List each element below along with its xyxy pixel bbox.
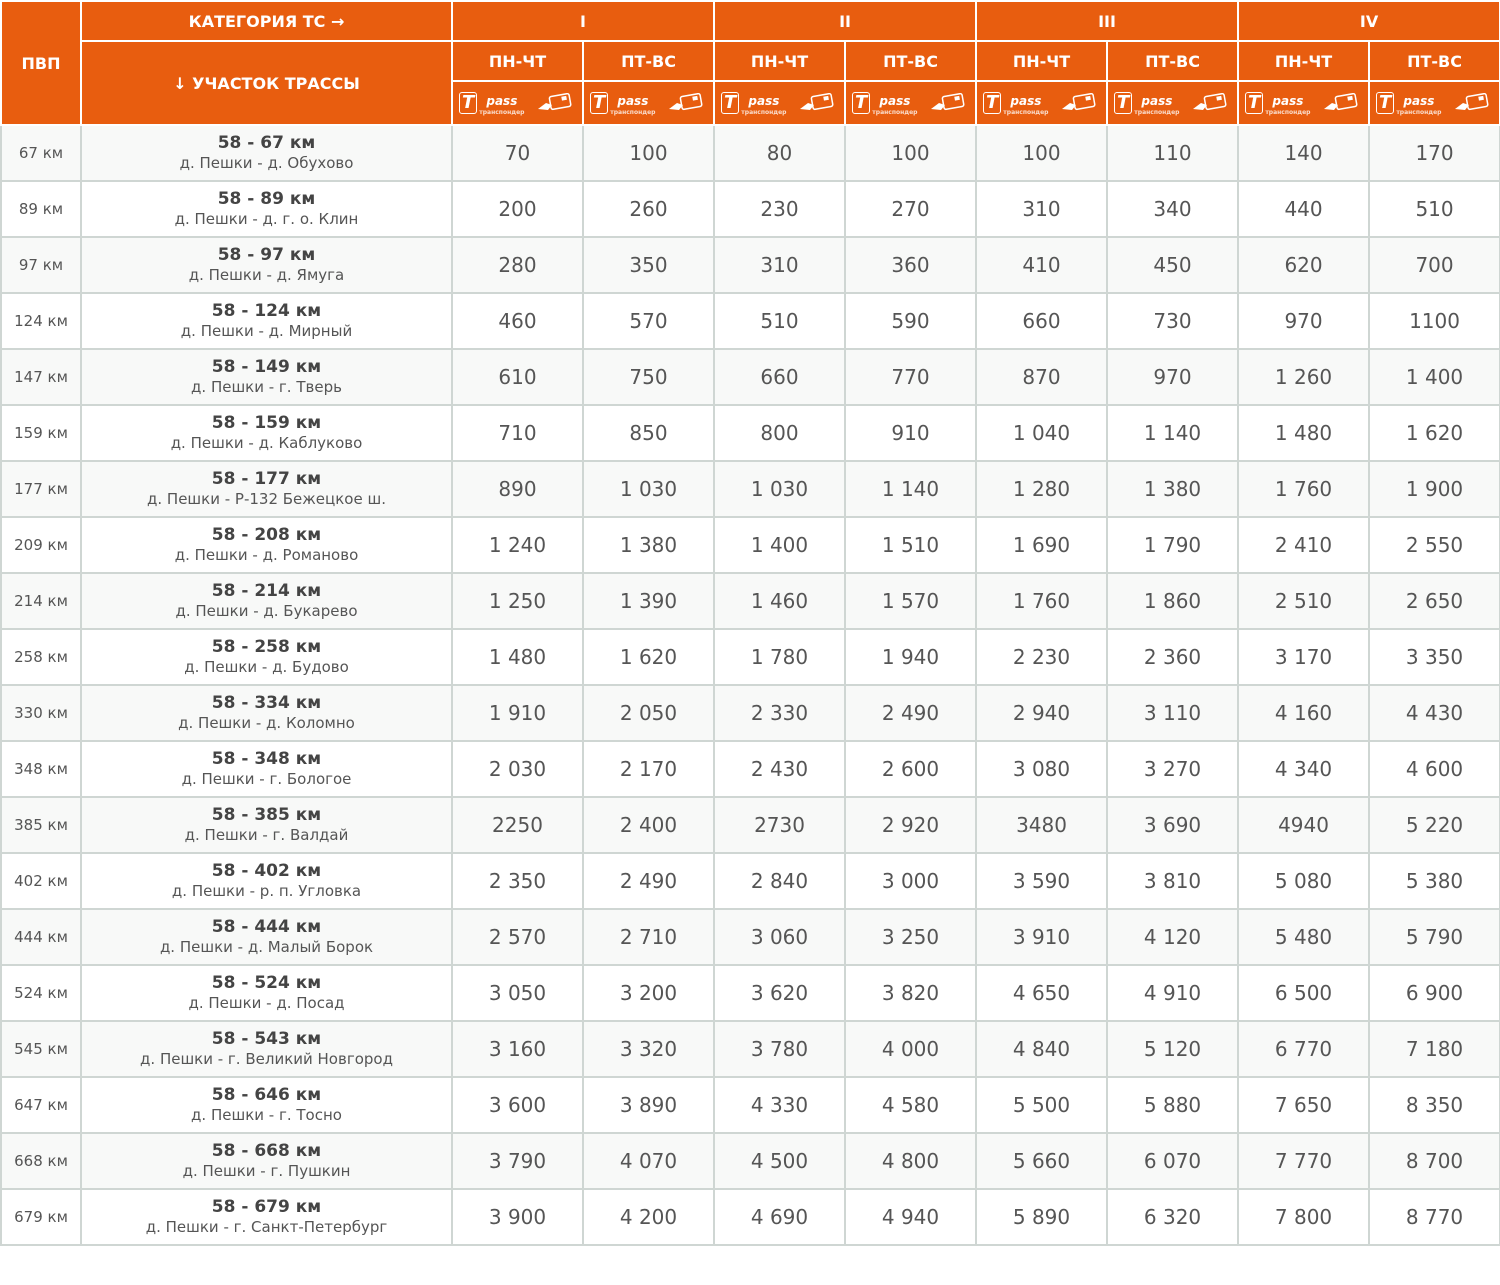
segment-cell (81, 461, 452, 517)
table-row (1, 517, 1500, 573)
price-cell: 5 890 (976, 1189, 1107, 1245)
price-cell: 1 900 (1369, 461, 1500, 517)
payment-icons-cell (1107, 81, 1238, 125)
price-cell: 200 (452, 181, 583, 237)
segment-range: 58 - 97 км (217, 245, 316, 266)
price-cell: 2 410 (1238, 517, 1369, 573)
price-cell: 3480 (976, 797, 1107, 853)
price-cell: 890 (452, 461, 583, 517)
table-row (1, 237, 1500, 293)
pvp-cell: 159 км (1, 405, 81, 461)
price-cell: 140 (1238, 125, 1369, 181)
segment-range: 58 - 124 км (211, 301, 322, 322)
pvp-cell: 348 км (1, 741, 81, 797)
price-cell: 8 350 (1369, 1077, 1500, 1133)
table-row (1, 349, 1500, 405)
segment-range: 58 - 444 км (211, 917, 322, 938)
segment-cell (81, 349, 452, 405)
price-cell: 270 (845, 181, 976, 237)
segment-route: д. Пешки - д. г. о. Клин (174, 210, 359, 229)
price-cell: 1 460 (714, 573, 845, 629)
price-cell: 2 170 (583, 741, 714, 797)
table-row (1, 181, 1500, 237)
price-cell: 4 910 (1107, 965, 1238, 1021)
segment-route: д. Пешки - д. Мирный (180, 322, 353, 341)
price-cell: 1 480 (452, 629, 583, 685)
price-cell: 450 (1107, 237, 1238, 293)
pvp-cell: 124 км (1, 293, 81, 349)
price-cell: 1 240 (452, 517, 583, 573)
price-cell: 510 (1369, 181, 1500, 237)
price-cell: 4 800 (845, 1133, 976, 1189)
segment-route: д. Пешки - г. Валдай (184, 826, 349, 845)
pvp-cell: 668 км (1, 1133, 81, 1189)
segment-route: д. Пешки - г. Бологое (181, 770, 352, 789)
table-row (1, 797, 1500, 853)
price-cell: 2730 (714, 797, 845, 853)
segment-cell (81, 517, 452, 573)
card-payment-icon (798, 93, 834, 113)
segment-route: д. Пешки - г. Санкт-Петербург (145, 1218, 388, 1237)
price-cell: 730 (1107, 293, 1238, 349)
card-payment-icon (929, 93, 965, 113)
price-cell: 7 180 (1369, 1021, 1500, 1077)
segment-cell (81, 573, 452, 629)
payment-icons-cell (976, 81, 1107, 125)
price-cell: 1 380 (583, 517, 714, 573)
price-cell: 510 (714, 293, 845, 349)
table-row (1, 1189, 1500, 1245)
price-cell: 3 000 (845, 853, 976, 909)
segment-cell (81, 685, 452, 741)
days-header: ПН-ЧТ (1238, 41, 1369, 81)
days-header: ПТ-ВС (1369, 41, 1500, 81)
transponder-pass-icon: T pass транспондер (1245, 90, 1310, 116)
payment-icons-cell (1369, 81, 1500, 125)
price-cell: 4 340 (1238, 741, 1369, 797)
days-header: ПТ-ВС (583, 41, 714, 81)
price-cell: 3 620 (714, 965, 845, 1021)
price-cell: 2 920 (845, 797, 976, 853)
card-payment-icon (1060, 93, 1096, 113)
price-cell: 1 510 (845, 517, 976, 573)
price-cell: 1 940 (845, 629, 976, 685)
segment-route: д. Пешки - р. п. Угловка (171, 882, 362, 901)
price-cell: 5 220 (1369, 797, 1500, 853)
table-row (1, 1077, 1500, 1133)
price-cell: 5 500 (976, 1077, 1107, 1133)
price-cell: 3 780 (714, 1021, 845, 1077)
segment-cell (81, 797, 452, 853)
price-cell: 7 650 (1238, 1077, 1369, 1133)
price-cell: 660 (976, 293, 1107, 349)
price-cell: 2 360 (1107, 629, 1238, 685)
segment-route: д. Пешки - д. Каблуково (170, 434, 363, 453)
days-header: ПН-ЧТ (452, 41, 583, 81)
payment-icons-cell (714, 81, 845, 125)
price-cell: 2 510 (1238, 573, 1369, 629)
price-cell: 570 (583, 293, 714, 349)
segment-header: ↓ УЧАСТОК ТРАССЫ (81, 41, 452, 125)
price-cell: 3 810 (1107, 853, 1238, 909)
price-cell: 1 250 (452, 573, 583, 629)
price-cell: 2 650 (1369, 573, 1500, 629)
price-cell: 280 (452, 237, 583, 293)
segment-range: 58 - 67 км (217, 133, 316, 154)
card-payment-icon (1191, 93, 1227, 113)
price-cell: 170 (1369, 125, 1500, 181)
payment-icons-cell (1238, 81, 1369, 125)
segment-cell (81, 741, 452, 797)
pvp-cell: 444 км (1, 909, 81, 965)
segment-range: 58 - 385 км (211, 805, 322, 826)
segment-cell (81, 181, 452, 237)
segment-range: 58 - 646 км (211, 1085, 322, 1106)
price-cell: 5 790 (1369, 909, 1500, 965)
segment-range: 58 - 159 км (211, 413, 322, 434)
price-cell: 2 840 (714, 853, 845, 909)
price-cell: 4 430 (1369, 685, 1500, 741)
price-cell: 3 590 (976, 853, 1107, 909)
price-cell: 1 140 (845, 461, 976, 517)
pvp-header: ПВП (1, 1, 81, 125)
price-cell: 3 050 (452, 965, 583, 1021)
price-cell: 1 400 (1369, 349, 1500, 405)
segment-cell (81, 853, 452, 909)
price-cell: 2 550 (1369, 517, 1500, 573)
pvp-cell: 214 км (1, 573, 81, 629)
segment-cell (81, 909, 452, 965)
segment-range: 58 - 679 км (211, 1197, 322, 1218)
segment-range: 58 - 208 км (211, 525, 322, 546)
price-cell: 4 500 (714, 1133, 845, 1189)
price-cell: 4940 (1238, 797, 1369, 853)
segment-cell (81, 1133, 452, 1189)
segment-cell (81, 125, 452, 181)
price-cell: 4 330 (714, 1077, 845, 1133)
price-cell: 4 580 (845, 1077, 976, 1133)
category-ii-header: II (714, 1, 976, 41)
price-cell: 1 040 (976, 405, 1107, 461)
price-cell: 110 (1107, 125, 1238, 181)
price-cell: 2 710 (583, 909, 714, 965)
price-cell: 3 060 (714, 909, 845, 965)
segment-cell (81, 237, 452, 293)
price-cell: 1 030 (583, 461, 714, 517)
segment-cell (81, 293, 452, 349)
price-cell: 3 820 (845, 965, 976, 1021)
payment-icons-cell (452, 81, 583, 125)
price-cell: 360 (845, 237, 976, 293)
price-cell: 2 030 (452, 741, 583, 797)
price-cell: 410 (976, 237, 1107, 293)
price-cell: 2 400 (583, 797, 714, 853)
price-cell: 1 390 (583, 573, 714, 629)
price-cell: 6 320 (1107, 1189, 1238, 1245)
price-cell: 970 (1107, 349, 1238, 405)
segment-route: д. Пешки - г. Пушкин (182, 1162, 351, 1181)
segment-range: 58 - 89 км (217, 189, 316, 210)
price-cell: 1 760 (976, 573, 1107, 629)
price-cell: 750 (583, 349, 714, 405)
price-cell: 1 030 (714, 461, 845, 517)
price-cell: 1 760 (1238, 461, 1369, 517)
price-cell: 3 890 (583, 1077, 714, 1133)
table-row (1, 741, 1500, 797)
price-cell: 4 200 (583, 1189, 714, 1245)
price-cell: 1 140 (1107, 405, 1238, 461)
price-cell: 1 860 (1107, 573, 1238, 629)
price-cell: 1 780 (714, 629, 845, 685)
price-cell: 3 250 (845, 909, 976, 965)
price-cell: 1100 (1369, 293, 1500, 349)
price-cell: 5 120 (1107, 1021, 1238, 1077)
segment-range: 58 - 524 км (211, 973, 322, 994)
price-cell: 4 650 (976, 965, 1107, 1021)
price-cell: 2 330 (714, 685, 845, 741)
price-cell: 3 170 (1238, 629, 1369, 685)
price-cell: 2 570 (452, 909, 583, 965)
price-cell: 100 (583, 125, 714, 181)
price-cell: 3 270 (1107, 741, 1238, 797)
price-cell: 80 (714, 125, 845, 181)
price-cell: 2 350 (452, 853, 583, 909)
price-cell: 3 320 (583, 1021, 714, 1077)
price-cell: 3 900 (452, 1189, 583, 1245)
price-cell: 3 160 (452, 1021, 583, 1077)
table-row (1, 629, 1500, 685)
price-cell: 70 (452, 125, 583, 181)
pvp-cell: 177 км (1, 461, 81, 517)
price-cell: 700 (1369, 237, 1500, 293)
segment-cell (81, 405, 452, 461)
category-iii-header: III (976, 1, 1238, 41)
segment-range: 58 - 258 км (211, 637, 322, 658)
days-header: ПН-ЧТ (976, 41, 1107, 81)
price-cell: 440 (1238, 181, 1369, 237)
price-cell: 260 (583, 181, 714, 237)
price-cell: 310 (714, 237, 845, 293)
price-cell: 2 940 (976, 685, 1107, 741)
days-header: ПН-ЧТ (714, 41, 845, 81)
price-cell: 310 (976, 181, 1107, 237)
segment-route: д. Пешки - г. Тосно (191, 1106, 342, 1125)
payment-icons-cell (845, 81, 976, 125)
price-cell: 8 770 (1369, 1189, 1500, 1245)
transponder-pass-icon: T pass транспондер (983, 90, 1048, 116)
transponder-pass-icon: T pass транспондер (590, 90, 655, 116)
price-cell: 4 070 (583, 1133, 714, 1189)
segment-range: 58 - 177 км (211, 469, 322, 490)
price-cell: 3 600 (452, 1077, 583, 1133)
pvp-cell: 647 км (1, 1077, 81, 1133)
price-cell: 4 940 (845, 1189, 976, 1245)
segment-route: д. Пешки - д. Обухово (179, 154, 354, 173)
price-cell: 3 690 (1107, 797, 1238, 853)
price-cell: 4 000 (845, 1021, 976, 1077)
price-cell: 5 380 (1369, 853, 1500, 909)
table-row (1, 293, 1500, 349)
pvp-cell: 258 км (1, 629, 81, 685)
price-cell: 1 380 (1107, 461, 1238, 517)
price-cell: 1 910 (452, 685, 583, 741)
pvp-cell: 209 км (1, 517, 81, 573)
price-cell: 4 690 (714, 1189, 845, 1245)
category-header: КАТЕГОРИЯ ТС → (81, 1, 452, 41)
table-row (1, 965, 1500, 1021)
table-row (1, 461, 1500, 517)
price-cell: 4 600 (1369, 741, 1500, 797)
pvp-cell: 524 км (1, 965, 81, 1021)
price-cell: 910 (845, 405, 976, 461)
pvp-cell: 545 км (1, 1021, 81, 1077)
price-cell: 5 480 (1238, 909, 1369, 965)
segment-cell (81, 965, 452, 1021)
segment-cell (81, 1077, 452, 1133)
transponder-pass-icon: T pass транспондер (1376, 90, 1441, 116)
segment-range: 58 - 668 км (211, 1141, 322, 1162)
segment-range: 58 - 348 км (211, 749, 322, 770)
price-cell: 590 (845, 293, 976, 349)
segment-range: 58 - 543 км (211, 1029, 322, 1050)
price-cell: 620 (1238, 237, 1369, 293)
price-cell: 2250 (452, 797, 583, 853)
price-cell: 340 (1107, 181, 1238, 237)
price-cell: 100 (845, 125, 976, 181)
price-cell: 1 690 (976, 517, 1107, 573)
segment-route: д. Пешки - д. Будово (184, 658, 349, 677)
price-cell: 4 840 (976, 1021, 1107, 1077)
segment-cell (81, 1021, 452, 1077)
pvp-cell: 67 км (1, 125, 81, 181)
price-cell: 6 770 (1238, 1021, 1369, 1077)
pvp-cell: 385 км (1, 797, 81, 853)
price-cell: 2 600 (845, 741, 976, 797)
price-cell: 4 160 (1238, 685, 1369, 741)
price-cell: 5 660 (976, 1133, 1107, 1189)
price-cell: 1 280 (976, 461, 1107, 517)
pvp-cell: 89 км (1, 181, 81, 237)
segment-route: д. Пешки - д. Посад (188, 994, 345, 1013)
price-cell: 850 (583, 405, 714, 461)
price-cell: 1 620 (1369, 405, 1500, 461)
price-cell: 660 (714, 349, 845, 405)
price-cell: 2 230 (976, 629, 1107, 685)
segment-range: 58 - 402 км (211, 861, 322, 882)
price-cell: 610 (452, 349, 583, 405)
segment-route: д. Пешки - д. Малый Борок (159, 938, 374, 957)
days-header: ПТ-ВС (845, 41, 976, 81)
card-payment-icon (536, 93, 572, 113)
segment-cell (81, 1189, 452, 1245)
price-cell: 5 880 (1107, 1077, 1238, 1133)
price-cell: 1 790 (1107, 517, 1238, 573)
segment-route: д. Пешки - Р-132 Бежецкое ш. (147, 490, 386, 509)
table-row (1, 573, 1500, 629)
price-cell: 460 (452, 293, 583, 349)
pvp-cell: 679 км (1, 1189, 81, 1245)
price-cell: 7 800 (1238, 1189, 1369, 1245)
pvp-cell: 97 км (1, 237, 81, 293)
segment-route: д. Пешки - д. Ямуга (188, 266, 345, 285)
table-row (1, 853, 1500, 909)
transponder-pass-icon: T pass транспондер (1114, 90, 1179, 116)
price-cell: 100 (976, 125, 1107, 181)
segment-route: д. Пешки - д. Букарево (175, 602, 358, 621)
card-payment-icon (667, 93, 703, 113)
price-cell: 1 260 (1238, 349, 1369, 405)
price-cell: 3 790 (452, 1133, 583, 1189)
segment-range: 58 - 334 км (211, 693, 322, 714)
price-cell: 1 570 (845, 573, 976, 629)
price-cell: 3 350 (1369, 629, 1500, 685)
table-row (1, 125, 1500, 181)
pvp-cell: 147 км (1, 349, 81, 405)
category-i-header: I (452, 1, 714, 41)
price-cell: 3 910 (976, 909, 1107, 965)
price-cell: 3 200 (583, 965, 714, 1021)
card-payment-icon (1453, 93, 1489, 113)
price-cell: 3 110 (1107, 685, 1238, 741)
price-cell: 870 (976, 349, 1107, 405)
price-cell: 1 620 (583, 629, 714, 685)
price-cell: 1 400 (714, 517, 845, 573)
price-cell: 1 480 (1238, 405, 1369, 461)
price-cell: 6 500 (1238, 965, 1369, 1021)
price-cell: 4 120 (1107, 909, 1238, 965)
segment-route: д. Пешки - г. Тверь (191, 378, 342, 397)
price-cell: 770 (845, 349, 976, 405)
days-header: ПТ-ВС (1107, 41, 1238, 81)
table-row (1, 685, 1500, 741)
pvp-cell: 402 км (1, 853, 81, 909)
category-iv-header: IV (1238, 1, 1500, 41)
price-cell: 6 900 (1369, 965, 1500, 1021)
payment-icons-cell (583, 81, 714, 125)
segment-cell (81, 629, 452, 685)
segment-route: д. Пешки - г. Великий Новгород (140, 1050, 393, 1069)
price-cell: 230 (714, 181, 845, 237)
price-cell: 2 490 (583, 853, 714, 909)
table-row (1, 1021, 1500, 1077)
price-cell: 2 050 (583, 685, 714, 741)
card-payment-icon (1322, 93, 1358, 113)
price-cell: 6 070 (1107, 1133, 1238, 1189)
price-cell: 350 (583, 237, 714, 293)
price-cell: 2 490 (845, 685, 976, 741)
transponder-pass-icon: T pass транспондер (459, 90, 524, 116)
table-row (1, 405, 1500, 461)
table-row (1, 1133, 1500, 1189)
segment-range: 58 - 214 км (211, 581, 322, 602)
price-cell: 2 430 (714, 741, 845, 797)
table-row (1, 909, 1500, 965)
price-cell: 970 (1238, 293, 1369, 349)
price-cell: 8 700 (1369, 1133, 1500, 1189)
transponder-pass-icon: T pass транспондер (721, 90, 786, 116)
pvp-cell: 330 км (1, 685, 81, 741)
price-cell: 710 (452, 405, 583, 461)
transponder-pass-icon: T pass транспондер (852, 90, 917, 116)
segment-route: д. Пешки - д. Романово (174, 546, 359, 565)
segment-route: д. Пешки - д. Коломно (178, 714, 355, 733)
price-cell: 800 (714, 405, 845, 461)
price-cell: 7 770 (1238, 1133, 1369, 1189)
price-cell: 3 080 (976, 741, 1107, 797)
segment-range: 58 - 149 км (211, 357, 322, 378)
price-cell: 5 080 (1238, 853, 1369, 909)
